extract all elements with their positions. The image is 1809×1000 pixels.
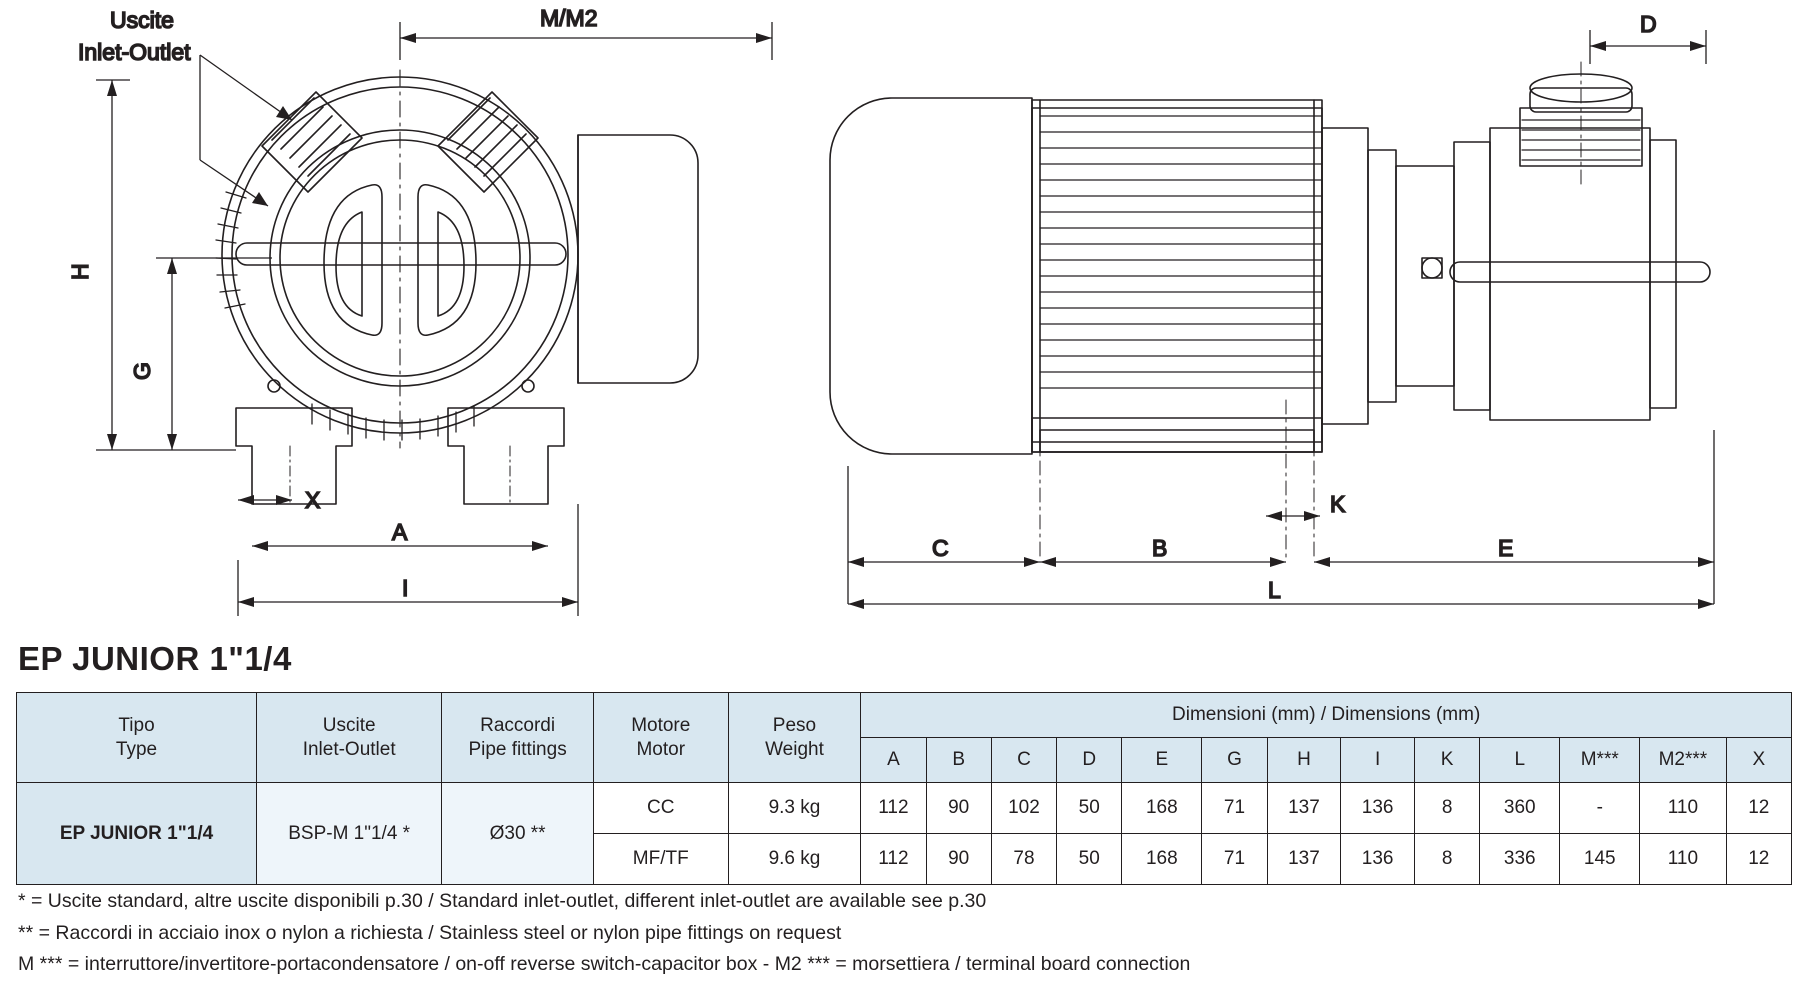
cell-uscite: BSP-M 1"1/4 * xyxy=(257,783,442,885)
footnote-2: ** = Raccordi in acciaio inox o nylon a richiesta / Stainless steel or nylon pipe fittings on request xyxy=(18,921,842,944)
cell-m: 145 xyxy=(1560,834,1640,885)
cell-e: 168 xyxy=(1122,783,1202,834)
header-peso-it: Peso xyxy=(772,714,817,736)
cell-b: 90 xyxy=(926,783,991,834)
label-i: I xyxy=(402,575,409,601)
label-x: X xyxy=(305,487,321,513)
cell-tipo: EP JUNIOR 1"1/4 xyxy=(17,783,257,885)
cell-g: 71 xyxy=(1202,783,1267,834)
footnote-3: M *** = interruttore/invertitore-portacondensatore / on-off reverse switch-capacitor box - M2 *** = morsettiera / terminal board connection xyxy=(18,953,1191,976)
header-dim-e: E xyxy=(1122,738,1202,783)
specifications-table xyxy=(16,692,1792,885)
cell-raccordi: Ø30 ** xyxy=(442,783,594,885)
label-d: D xyxy=(1640,11,1657,37)
footnotes xyxy=(18,886,1798,981)
label-e: E xyxy=(1498,535,1514,561)
dim-g xyxy=(156,258,272,450)
cell-h: 137 xyxy=(1267,783,1341,834)
header-uscite-it: Uscite xyxy=(322,714,376,736)
cell-i: 136 xyxy=(1341,783,1415,834)
label-a: A xyxy=(392,519,408,545)
cell-i: 136 xyxy=(1341,834,1415,885)
cell-motore: CC xyxy=(593,783,728,834)
header-raccordi-it: Raccordi xyxy=(480,714,556,736)
header-motore-en: Motor xyxy=(636,738,686,760)
cell-g: 71 xyxy=(1202,834,1267,885)
cell-peso: 9.3 kg xyxy=(728,783,861,834)
header-dim-k: K xyxy=(1414,738,1479,783)
dim-k xyxy=(1266,511,1320,521)
cell-m2: 110 xyxy=(1640,783,1726,834)
label-uscite-line1: Uscite xyxy=(110,7,174,33)
header-dimensioni: Dimensioni (mm) / Dimensions (mm) xyxy=(861,693,1792,738)
footnote-1: * = Uscite standard, altre uscite disponibili p.30 / Standard inlet-outlet, different inlet-outlet are available see p.30 xyxy=(18,890,987,912)
header-peso xyxy=(728,693,861,783)
header-dim-m2: M2*** xyxy=(1640,738,1726,783)
table-row xyxy=(17,783,1792,834)
cell-d: 50 xyxy=(1057,834,1122,885)
cell-d: 50 xyxy=(1057,783,1122,834)
label-b: B xyxy=(1152,535,1168,561)
label-m-m2: M/M2 xyxy=(540,5,598,31)
cell-k: 8 xyxy=(1414,834,1479,885)
cell-a: 112 xyxy=(861,834,926,885)
header-tipo-it: Tipo xyxy=(118,714,155,736)
label-h: H xyxy=(67,263,93,280)
cell-k: 8 xyxy=(1414,783,1479,834)
header-dim-b: B xyxy=(926,738,991,783)
header-dim-g: G xyxy=(1202,738,1267,783)
cell-l: 360 xyxy=(1480,783,1560,834)
label-l: L xyxy=(1268,577,1281,603)
cell-x: 12 xyxy=(1726,783,1791,834)
cell-b: 90 xyxy=(926,834,991,885)
cell-e: 168 xyxy=(1122,834,1202,885)
header-dim-h: H xyxy=(1267,738,1341,783)
cell-a: 112 xyxy=(861,783,926,834)
cell-c: 78 xyxy=(991,834,1056,885)
side-view xyxy=(830,62,1710,560)
header-peso-en: Weight xyxy=(765,738,824,760)
cell-m2: 110 xyxy=(1640,834,1726,885)
label-g: G xyxy=(129,362,155,380)
header-dim-c: C xyxy=(991,738,1056,783)
cell-peso: 9.6 kg xyxy=(728,834,861,885)
header-uscite-en: Inlet-Outlet xyxy=(302,738,396,760)
header-raccordi xyxy=(442,693,594,783)
cell-x: 12 xyxy=(1726,834,1791,885)
header-motore xyxy=(593,693,728,783)
dim-h xyxy=(96,80,236,450)
cell-motore: MF/TF xyxy=(593,834,728,885)
label-k: K xyxy=(1330,491,1346,517)
header-raccordi-en: Pipe fittings xyxy=(468,738,567,760)
cell-h: 137 xyxy=(1267,834,1341,885)
front-view xyxy=(216,70,698,506)
header-dim-a: A xyxy=(861,738,926,783)
cell-m: - xyxy=(1560,783,1640,834)
header-tipo-en: Type xyxy=(115,738,158,760)
header-dim-x: X xyxy=(1726,738,1791,783)
header-tipo xyxy=(17,693,257,783)
header-motore-it: Motore xyxy=(631,714,691,736)
dim-l xyxy=(848,599,1714,609)
page-title: EP JUNIOR 1"1/4 xyxy=(18,640,292,677)
header-dim-l: L xyxy=(1480,738,1560,783)
dim-e xyxy=(1314,430,1714,604)
label-uscite-line2: Inlet-Outlet xyxy=(78,39,191,65)
header-dim-m: M*** xyxy=(1560,738,1640,783)
header-dim-d: D xyxy=(1057,738,1122,783)
cell-l: 336 xyxy=(1480,834,1560,885)
header-uscite xyxy=(257,693,442,783)
cell-c: 102 xyxy=(991,783,1056,834)
header-dim-i: I xyxy=(1341,738,1415,783)
label-c: C xyxy=(932,535,949,561)
